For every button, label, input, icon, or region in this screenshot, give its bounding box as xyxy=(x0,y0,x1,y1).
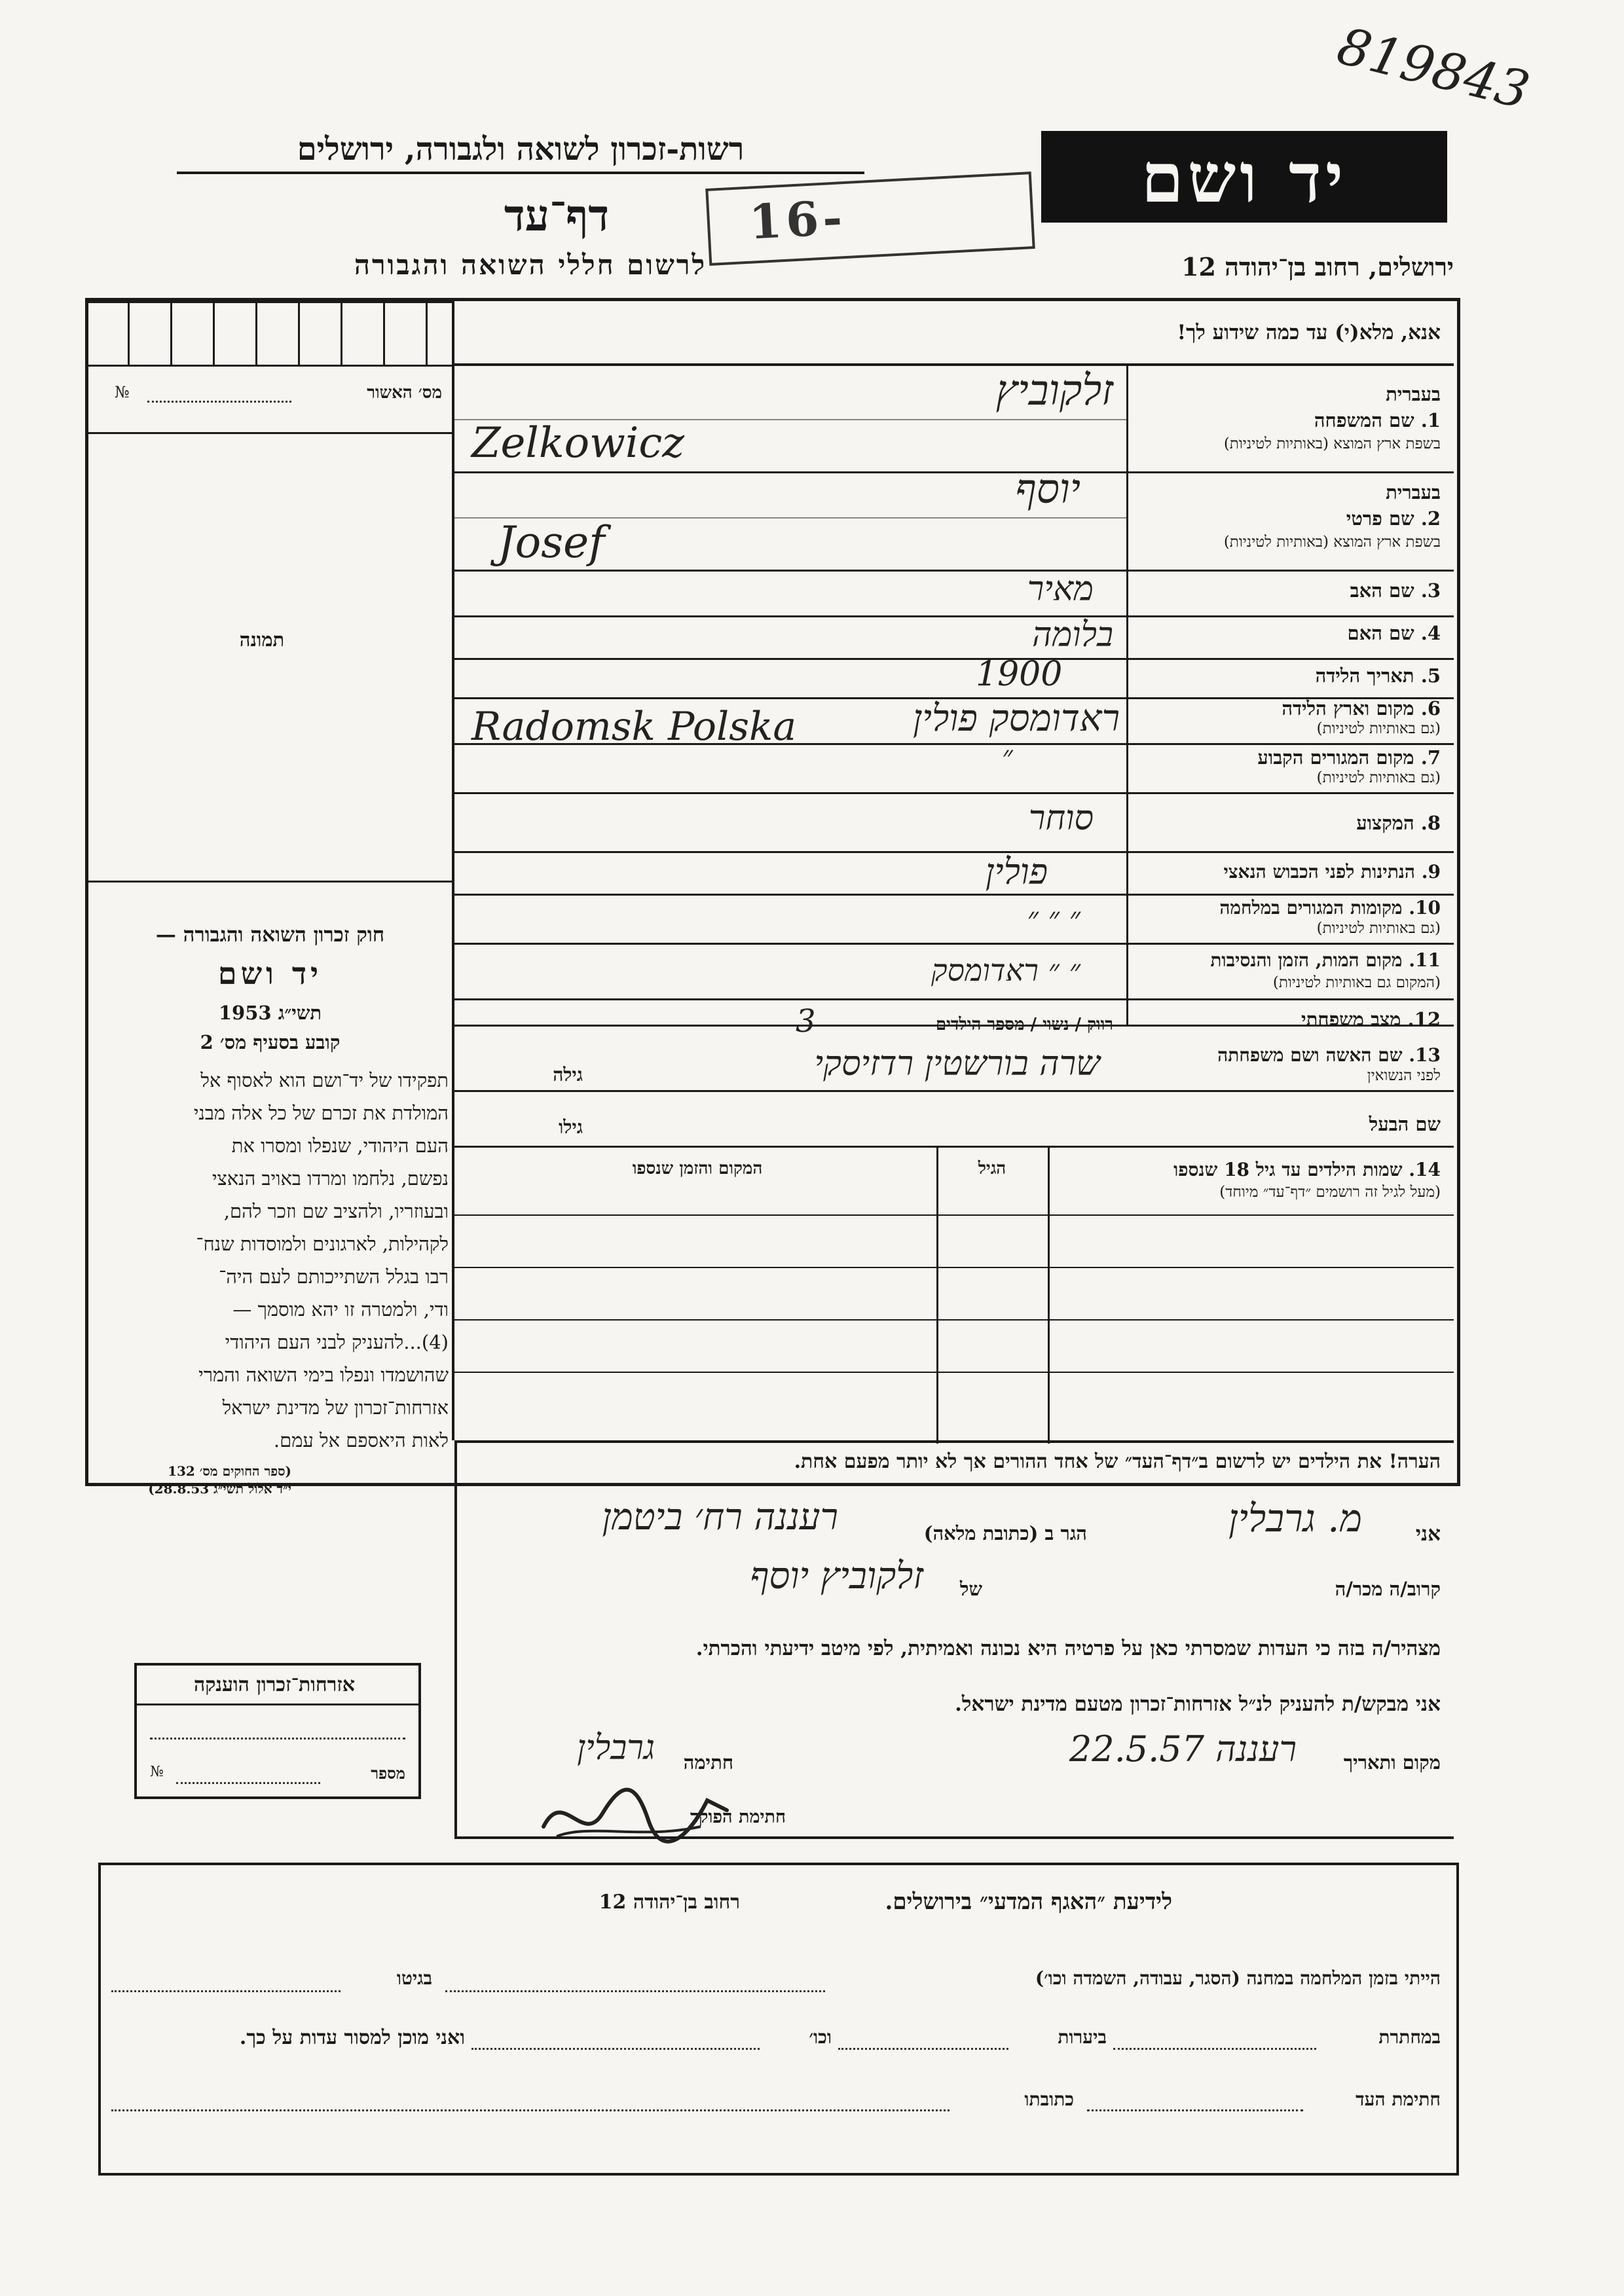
place-date-value: רעננה 22.5.57 xyxy=(1069,1728,1297,1770)
address-label: הגר ב (כתובת מלאה) xyxy=(923,1522,1087,1544)
family-name-label: 1. שם המשפחה xyxy=(1314,409,1441,431)
citizenship-box xyxy=(134,1663,421,1799)
family-name-hebrew: זלקוביץ xyxy=(995,367,1113,415)
law-line: לקהילות, לארגונים ולמוסדות שנח־ xyxy=(196,1233,449,1255)
father-name-value: מאיר xyxy=(1027,570,1094,609)
residence-value: ״ xyxy=(1002,740,1013,773)
declaration-text: מצהיר/ה בזה כי העדות שמסרתי כאן על פרטיה היא נכונה ואמיתית, לפי מיטב ידיעתי והכרתי. xyxy=(695,1637,1441,1660)
law-clause: קובע בסעיף מס׳ 2 xyxy=(200,1031,341,1053)
citizenship-number-label: מספר xyxy=(371,1764,405,1783)
children-label: 14. שמות הילדים עד גיל 18 שנספו xyxy=(1173,1159,1441,1180)
husband-age-label: גילו xyxy=(559,1116,583,1138)
mother-name-value: בלומה xyxy=(1032,615,1113,655)
birth-place-hebrew: ראדומסק פולין xyxy=(913,697,1120,740)
first-name-label: 2. שם פרטי xyxy=(1346,507,1441,530)
form-title: דף־עד xyxy=(504,190,610,241)
death-place-sub: (המקום גם באותיות לטיניות) xyxy=(1272,974,1441,991)
signature-label: חתימה xyxy=(683,1751,733,1774)
approval-no-symbol: № xyxy=(115,383,130,401)
wartime-residence-label: 10. מקומות המגורים במלחמה xyxy=(1219,897,1441,919)
law-line: נפשם, נלחמו ומרדו באויב הנאצי xyxy=(212,1167,449,1190)
mother-name-label: 4. שם האם xyxy=(1347,622,1441,644)
law-year: תשי״ג 1953 xyxy=(218,1002,322,1024)
form-subtitle: לרשום חללי השואה והגבורה xyxy=(354,249,707,281)
signature-value: גרבלין xyxy=(577,1728,655,1768)
law-text xyxy=(95,1064,449,1457)
law-line: שהושמדו ונפלו בימי השואה והמרי xyxy=(198,1364,449,1386)
stamp-text: 16- xyxy=(747,189,848,250)
death-place-value: ״ ״ ראדומסק xyxy=(931,953,1080,988)
citizenship-title: אזרחות־זכרון הוענקה xyxy=(193,1673,356,1696)
forests-label: ביערות xyxy=(1058,2026,1107,2048)
family-name-latin: Zelkowicz xyxy=(471,419,684,467)
wife-name-value: שרה בורשטין רדזיסקי xyxy=(814,1044,1100,1084)
nationality-value: פולין xyxy=(985,851,1048,892)
children-sub: (מעל לגיל זה רושמים ״דף־עד״ מיוחד) xyxy=(1219,1184,1441,1201)
children-count-value: 3 xyxy=(796,1003,816,1040)
yad-vashem-logo xyxy=(1041,131,1447,223)
law-line: המולדת את זכרם של כל אלה מבני xyxy=(193,1102,449,1124)
wife-name-sub: לפני הנשואין xyxy=(1367,1067,1441,1084)
law-ref-1: (ספר החוקים מס׳ 132 xyxy=(168,1463,291,1479)
law-line: (4)...להעניק לבני העם היהודי xyxy=(225,1331,449,1353)
father-name-label: 3. שם האב xyxy=(1350,579,1441,602)
official-signature-label: חתימת הפוקד xyxy=(690,1807,786,1827)
citizenship-no: № xyxy=(150,1764,164,1780)
residence-label: 7. מקום המגורים הקבוע xyxy=(1257,746,1441,769)
approval-label: מס׳ האשור xyxy=(367,383,442,403)
birth-place-latin: Radomsk Polska xyxy=(471,704,797,750)
law-line: ובעוזריו, ולהציב שם וזכר להם, xyxy=(223,1200,449,1222)
field-hebrew-label: בעברית xyxy=(1386,383,1441,405)
family-name-sub: בשפת ארץ המוצא (באותיות לטיניות) xyxy=(1223,435,1441,452)
note-text: הערה! את הילדים יש לרשום ב״דף־העד״ של אחד ההורים אך לא יותר מפעם אחת. xyxy=(794,1450,1441,1473)
law-title: חוק זכרון השואה והגבורה — xyxy=(155,923,385,947)
of-label: של xyxy=(959,1578,982,1600)
birth-place-label: 6. מקום וארץ הלידה xyxy=(1282,697,1441,720)
ghetto-label: בגיטו xyxy=(396,1967,432,1989)
declarant-value: מ. גרבלין xyxy=(1228,1496,1362,1540)
intro-text: אנא, מלא(י) עד כמה שידוע לך! xyxy=(1177,321,1441,344)
camp-label: הייתי בזמן המלחמה במחנה (הסגר, עבודה, השמדה וכו׳) xyxy=(1035,1967,1441,1989)
nationality-label: 9. הנתינות לפני הכבוש הנאצי xyxy=(1223,861,1441,883)
bottom-title: לידיעת ״האגף המדעי״ בירושלים. xyxy=(885,1889,1172,1915)
date-stamp xyxy=(705,172,1035,266)
first-name-hebrew: יוסף xyxy=(1015,465,1080,513)
marital-status-options: רווק / נשוי / מספר הילדים xyxy=(935,1015,1113,1034)
first-name-sub: בשפת ארץ המוצא (באותיות לטיניות) xyxy=(1223,534,1441,551)
law-line: לאות היאספם אל עמם. xyxy=(273,1429,449,1451)
official-signature-scribble xyxy=(537,1774,733,1853)
place-date-label: מקום ותאריך xyxy=(1343,1751,1441,1774)
bottom-address: רחוב בן־יהודה 12 xyxy=(599,1891,740,1914)
occupation-label: 8. המקצוע xyxy=(1356,812,1441,834)
law-line: רבו בגלל השתייכותם לעם היה־ xyxy=(219,1266,449,1288)
photo-label: תמונה xyxy=(239,629,285,651)
relative-value: זלקוביץ יוסף xyxy=(750,1555,923,1597)
occupation-value: סוחר xyxy=(1028,799,1094,838)
request-text: אני מבקש/ת להעניק לנ״ל אזרחות־זכרון מטעם מדינת ישראל. xyxy=(955,1692,1441,1716)
declarant-label: אני xyxy=(1415,1522,1441,1546)
header-address: ירושלים, רחוב בן־יהודה 12 xyxy=(1181,252,1454,282)
address-value: רעננה רח׳ ביטמן xyxy=(602,1496,838,1539)
children-place-header: המקום והזמן שנספו xyxy=(632,1159,763,1178)
relative-label: קרוב/ה מכר/ה xyxy=(1335,1578,1441,1600)
law-line: העם היהודי, שנפלו ומסרו את xyxy=(231,1135,449,1157)
testimony-offer: ואני מוכן למסור עדות על כך. xyxy=(239,2026,465,2049)
birth-date-label: 5. תאריך הלידה xyxy=(1315,665,1441,687)
wife-name-label: 13. שם האשה ושם משפחתה xyxy=(1217,1044,1441,1066)
law-line: אזרחות־זכרון של מדינת ישראל xyxy=(222,1396,449,1419)
law-ref-2: י״ד אלול תשי״ג 28.8.53) xyxy=(148,1481,291,1497)
wartime-residence-sub: (גם באותיות לטיניות) xyxy=(1316,920,1441,937)
first-name-hebrew-label: בעברית xyxy=(1386,481,1441,503)
children-age-header: הגיל xyxy=(978,1159,1006,1178)
law-line: ודי, ולמטרה זו יהא מוסמך — xyxy=(232,1298,449,1321)
birth-date-value: 1900 xyxy=(976,655,1063,694)
birth-place-sub: (גם באותיות לטיניות) xyxy=(1316,720,1441,737)
approval-boxes xyxy=(88,301,452,367)
etc-label: וכו׳ xyxy=(809,2026,832,2048)
archive-number: 819843 xyxy=(1331,16,1536,121)
witness-signature-label: חתימת העד xyxy=(1356,2088,1441,2110)
residence-sub: (גם באותיות לטיניות) xyxy=(1316,769,1441,786)
witness-address-label: כתובתו xyxy=(1024,2088,1074,2110)
marital-status-label: 12. מצב משפחתי xyxy=(1301,1008,1441,1030)
first-name-latin: Josef xyxy=(498,517,605,568)
husband-name-label: שם הבעל xyxy=(1369,1113,1441,1135)
logo-text: יד ושם xyxy=(1141,137,1348,218)
law-line: תפקידו של יד־ושם הוא לאסוף אל xyxy=(200,1069,449,1091)
law-name: יד ושם xyxy=(217,956,323,991)
death-place-label: 11. מקום המות, הזמן והנסיבות xyxy=(1210,949,1441,971)
wife-age-label: גילה xyxy=(553,1064,583,1085)
authority-line: רשות-זכרון לשואה ולגבורה, ירושלים xyxy=(297,131,745,168)
wartime-residence-value: ״ ״ ״ xyxy=(1027,900,1080,936)
underground-label: במחתרת xyxy=(1378,2026,1441,2048)
